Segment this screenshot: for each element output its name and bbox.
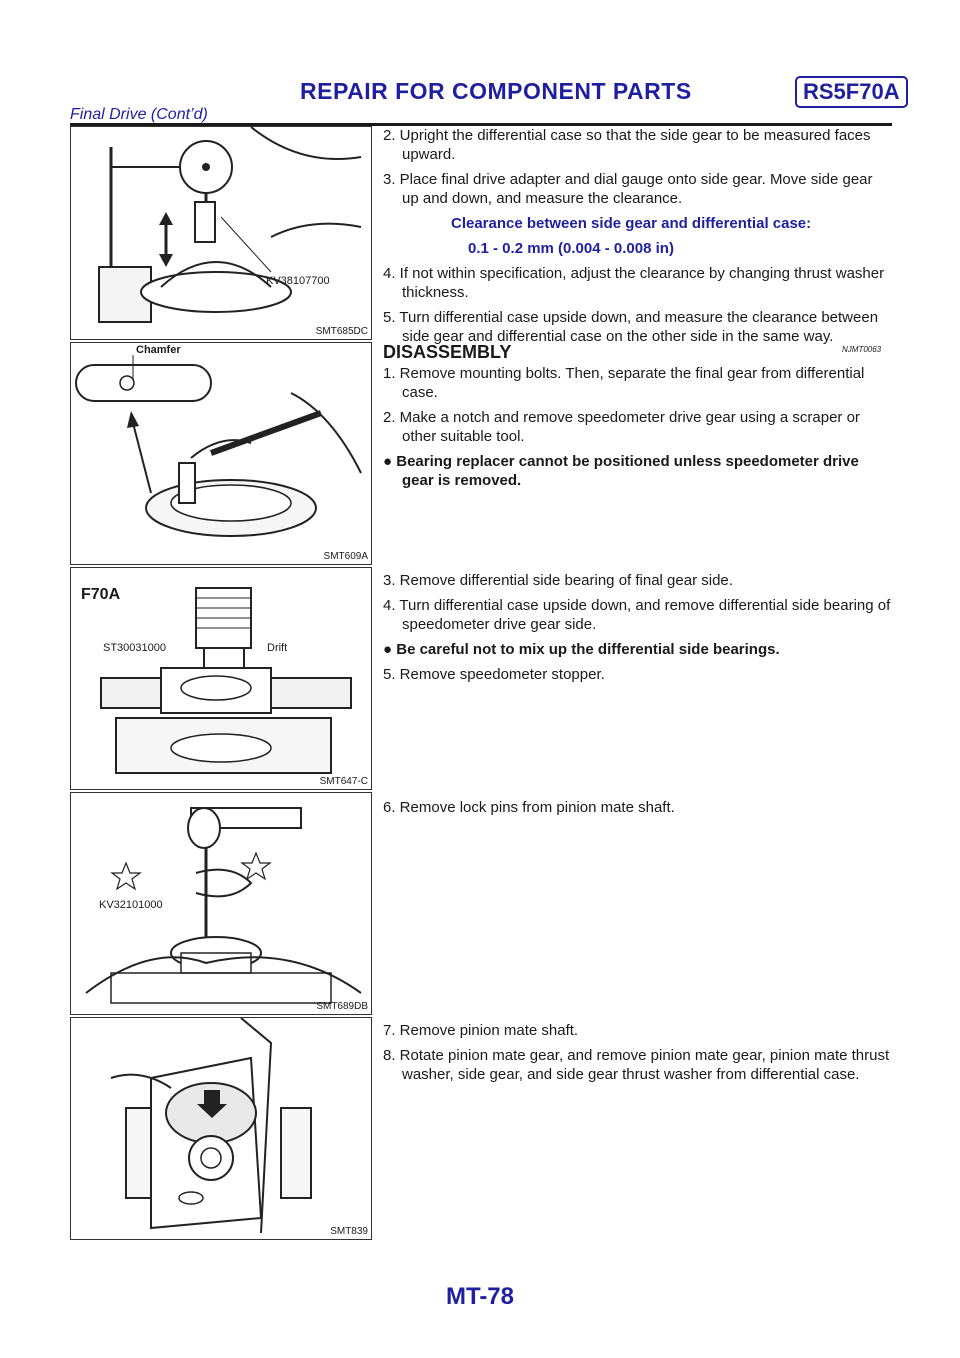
step-7: 7. Remove pinion mate shaft.: [383, 1022, 579, 1039]
spec-value: 0.1 - 0.2 mm (0.004 - 0.008 in): [468, 240, 674, 257]
section-title: DISASSEMBLY: [383, 342, 512, 362]
figure-code: SMT689DB: [316, 1001, 368, 1012]
model-code-badge: RS5F70A: [795, 76, 908, 108]
figure-code: SMT647-C: [319, 776, 368, 787]
step-6: 6. Remove lock pins from pinion mate shaft.: [383, 799, 675, 816]
figure-dial-gauge-side-gear: [70, 126, 372, 340]
text-block-side-bearing: [383, 571, 893, 690]
step-3: 3. Remove differential side bearing of final gear side.: [383, 572, 733, 589]
step-4: 4. Turn differential case upside down, and remove differential side bearing of speedometer drive gear side.: [383, 597, 891, 633]
figure-code: SMT609A: [323, 551, 368, 562]
figure-code: SMT685DC: [315, 326, 368, 337]
dial-gauge-illustration: [71, 127, 371, 339]
bullet-icon: ●: [383, 453, 397, 470]
page-subtitle: Final Drive (Cont’d): [70, 106, 208, 123]
figure-lock-pin-removal: [70, 792, 372, 1015]
step-3: 3. Place final drive adapter and dial gauge onto side gear. Move side gear up and down, and measure the clearance.: [383, 171, 873, 207]
spec-label: Clearance between side gear and differential case:: [451, 215, 812, 232]
chamfer-label: Chamfer: [136, 344, 181, 356]
bullet-icon: ●: [383, 641, 397, 658]
note-bullet: [383, 640, 893, 659]
figure-pinion-mate-shaft-removal: [70, 1017, 372, 1240]
tool-label: ST30031000: [103, 642, 166, 654]
step-2: 2. Upright the differential case so that the side gear to be measured faces upward.: [383, 127, 871, 163]
text-block-disassembly: [383, 364, 893, 496]
step-5: 5. Turn differential case upside down, and measure the clearance between side gear and differential case on the other side in the same way.: [383, 309, 879, 345]
step-5: 5. Remove speedometer stopper.: [383, 666, 605, 683]
figure-final-gear-removal: [70, 342, 372, 565]
text-block-pinion-mate: [383, 1021, 893, 1090]
step-8: 8. Rotate pinion mate gear, and remove pinion mate gear, pinion mate thrust washer, side gear, and side gear thrust washer from differential case.: [383, 1047, 890, 1083]
note-text: Bearing replacer cannot be positioned unless speedometer drive gear is removed.: [396, 453, 859, 489]
drift-label: Drift: [267, 642, 288, 654]
figure-side-bearing-removal: [70, 567, 372, 790]
model-label: F70A: [81, 586, 121, 603]
final-gear-illustration: [71, 343, 371, 564]
page-number: MT-78: [445, 1283, 514, 1310]
figure-code: SMT839: [330, 1226, 368, 1237]
step-2: 2. Make a notch and remove speedometer drive gear using a scraper or other suitable tool.: [383, 409, 860, 445]
note-bullet: [383, 452, 893, 490]
tool-label: KV38107700: [266, 275, 330, 287]
differential-case-illustration: [71, 1018, 371, 1239]
page-header-title: REPAIR FOR COMPONENT PARTS: [300, 78, 692, 104]
step-4: 4. If not within specification, adjust the clearance by changing thrust washer thickness.: [383, 265, 885, 301]
section-code: NJMT0063: [842, 345, 882, 354]
text-block-lock-pins: [383, 798, 893, 823]
step-1: 1. Remove mounting bolts. Then, separate the final gear from differential case.: [383, 365, 865, 401]
note-text: Be careful not to mix up the differential side bearings.: [396, 641, 780, 658]
text-block-clearance: [383, 126, 893, 352]
tool-label: KV32101000: [99, 899, 163, 911]
